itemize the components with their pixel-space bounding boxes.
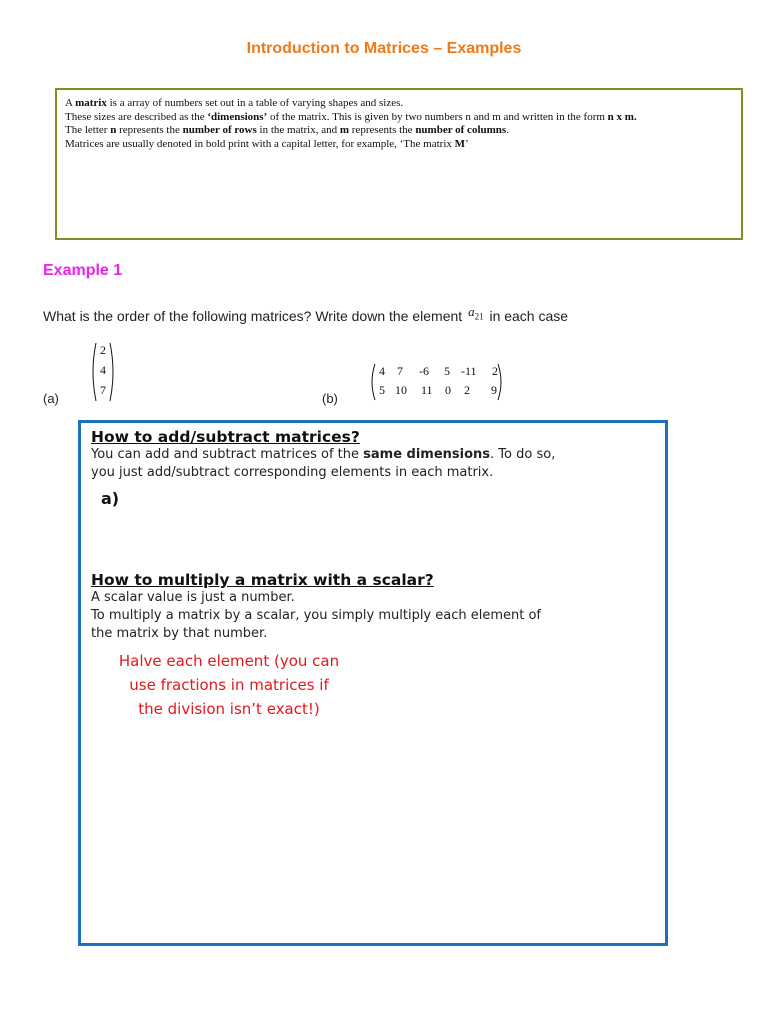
handwritten-part-a: a) xyxy=(101,489,120,508)
page-title: Introduction to Matrices – Examples xyxy=(246,40,522,57)
matrix-b-cell: 10 xyxy=(395,383,407,397)
example-heading: Example 1 xyxy=(43,262,123,279)
matrix-a-cell: 7 xyxy=(100,383,106,397)
add-subtract-text-1: You can add and subtract matrices of the same dimensions. To do so, xyxy=(91,447,556,462)
scalar-text-2: To multiply a matrix by a scalar, you simply multiply each element of xyxy=(91,608,542,623)
part-a-label: (a) xyxy=(43,391,59,406)
add-subtract-heading: How to add/subtract matrices? xyxy=(91,428,360,446)
intro-line-4: Matrices are usually denoted in bold print with a capital letter, for example, ‘The matrix M’ xyxy=(65,137,469,150)
matrix-b-cell: 5 xyxy=(444,364,450,378)
question-text-start: What is the order of the following matrices? Write down the element xyxy=(43,308,467,324)
handwritten-note xyxy=(89,649,369,721)
scalar-heading: How to multiply a matrix with a scalar? xyxy=(91,571,434,589)
note-line-1: Halve each element (you can xyxy=(118,652,340,670)
matrix-b-cell: -11 xyxy=(461,364,477,378)
example-question xyxy=(43,304,569,327)
matrix-a-cell: 2 xyxy=(100,343,106,357)
intro-line-1: A matrix is a array of numbers set out in a table of varying shapes and sizes. xyxy=(65,97,404,109)
matrix-b-cell: 9 xyxy=(491,383,497,397)
element-symbol: $a_{21}$ xyxy=(468,304,484,322)
scalar-text-3: the matrix by that number. xyxy=(91,626,268,641)
matrix-b-cell: 2 xyxy=(492,364,498,378)
part-b-label: (b) xyxy=(322,391,338,406)
matrix-b-cell: 5 xyxy=(379,383,385,397)
scalar-text-1: A scalar value is just a number. xyxy=(91,590,295,605)
matrix-b-cell: 11 xyxy=(421,383,433,397)
matrix-b-cell: 4 xyxy=(379,364,385,378)
matrix-b-cell: -6 xyxy=(419,364,429,378)
definition-box xyxy=(55,88,743,240)
matrix-b xyxy=(368,362,508,402)
note-line-3: the division isn’t exact!) xyxy=(138,700,320,718)
intro-line-3: The letter n represents the number of rows in the matrix, and m represents the number of columns. xyxy=(65,124,509,136)
matrix-b-cell: 2 xyxy=(464,383,470,397)
question-text-end: in each case xyxy=(485,308,569,324)
matrix-b-brackets xyxy=(368,362,508,402)
add-subtract-text-2: you just add/subtract corresponding elements in each matrix. xyxy=(91,465,494,480)
note-line-2: use fractions in matrices if xyxy=(129,676,329,694)
intro-line-2: These sizes are described as the ‘dimensions’ of the matrix. This is given by two numbers n and m and written in the form n x m. xyxy=(65,110,637,123)
matrix-a xyxy=(88,340,118,404)
matrix-b-cell: 7 xyxy=(397,364,403,378)
matrix-a-cell: 4 xyxy=(100,363,106,377)
methods-box xyxy=(78,420,668,946)
matrix-b-cell: 0 xyxy=(445,383,451,397)
